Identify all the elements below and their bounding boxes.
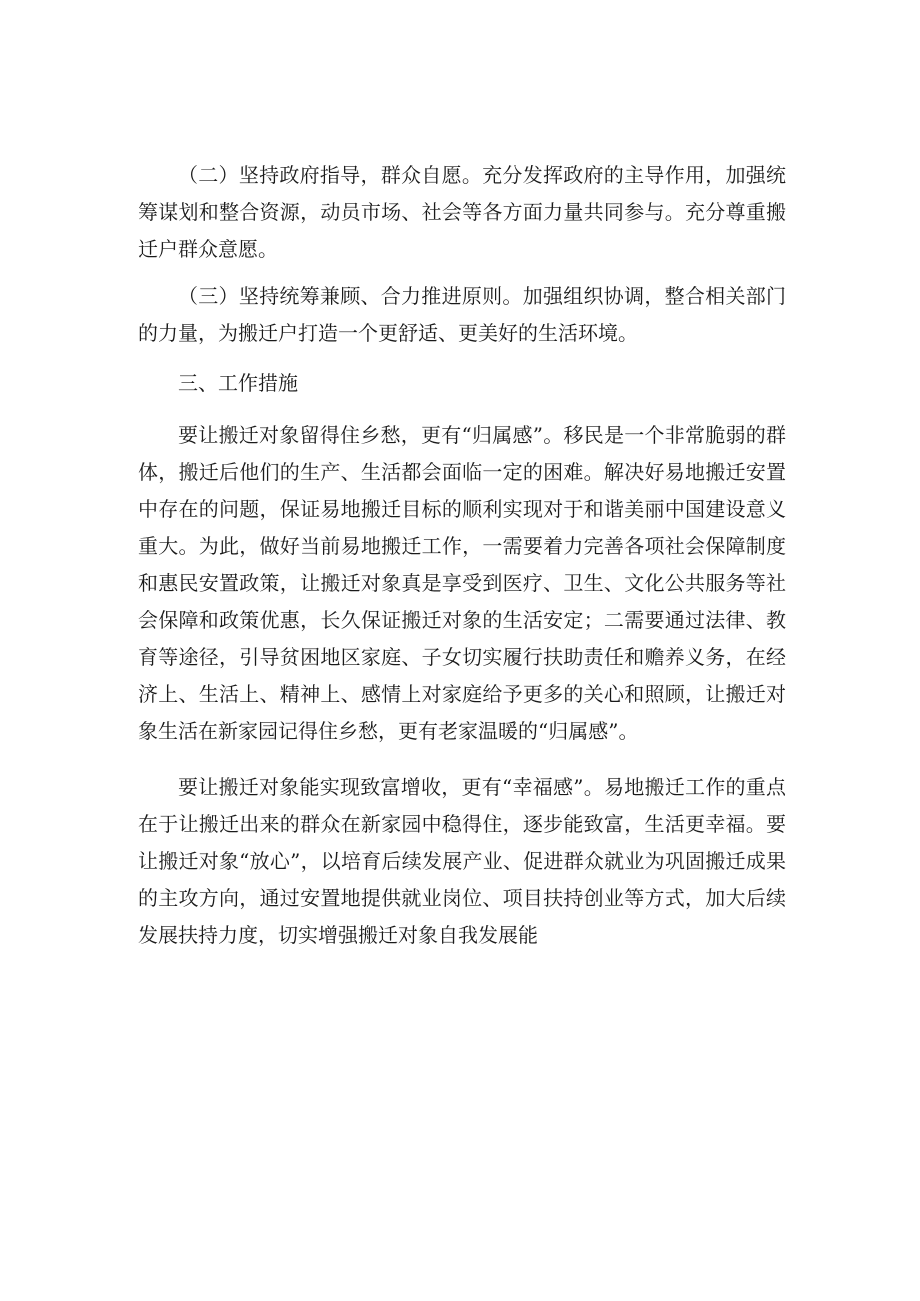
section-heading-work-measures: 三、工作措施: [178, 371, 298, 395]
paragraph-happiness: 要让搬迁对象能实现致富增收，更有“幸福感”。易地搬迁工作的重点在于让搬迁出来的群众在新家园中稳得住，逐步能致富，生活更幸福。要让搬迁对象“放心”，以培育后续发展产业、促进群众就业为巩固搬迁成果的主攻方向，通过安置地提供就业岗位、项目扶持创业等方式，加大后续发展扶持力度，切实增强搬迁对象自我发展能: [138, 775, 786, 947]
paragraph-belonging: 要让搬迁对象留得住乡愁，更有“归属感”。移民是一个非常脆弱的群体，搬迁后他们的生产、生活都会面临一定的困难。解决好易地搬迁安置中存在的问题，保证易地搬迁目标的顺利实现对于和谐美丽中国建设意义重大。为此，做好当前易地搬迁工作，一需要着力完善各项社会保障制度和惠民安置政策，让搬迁对象真是享受到医疗、卫生、文化公共服务等社会保障和政策优惠，长久保证搬迁对象的生活安定；二需要通过法律、教育等途径，引导贫困地区家庭、子女切实履行扶助责任和赡养义务，在经济上、生活上、精神上、感情上对家庭给予更多的关心和照顾，让搬迁对象生活在新家园记得住乡愁，更有老家温暖的“归属感”。: [138, 423, 786, 743]
paragraph-principle-three: （三）坚持统筹兼顾、合力推进原则。加强组织协调，整合相关部门的力量，为搬迁户打造一个更舒适、更美好的生活环境。: [138, 284, 786, 345]
paragraph-principle-two: （二）坚持政府指导，群众自愿。充分发挥政府的主导作用，加强统筹谋划和整合资源，动员市场、社会等各方面力量共同参与。充分尊重搬迁户群众意愿。: [138, 163, 786, 261]
document-body: [138, 157, 786, 954]
